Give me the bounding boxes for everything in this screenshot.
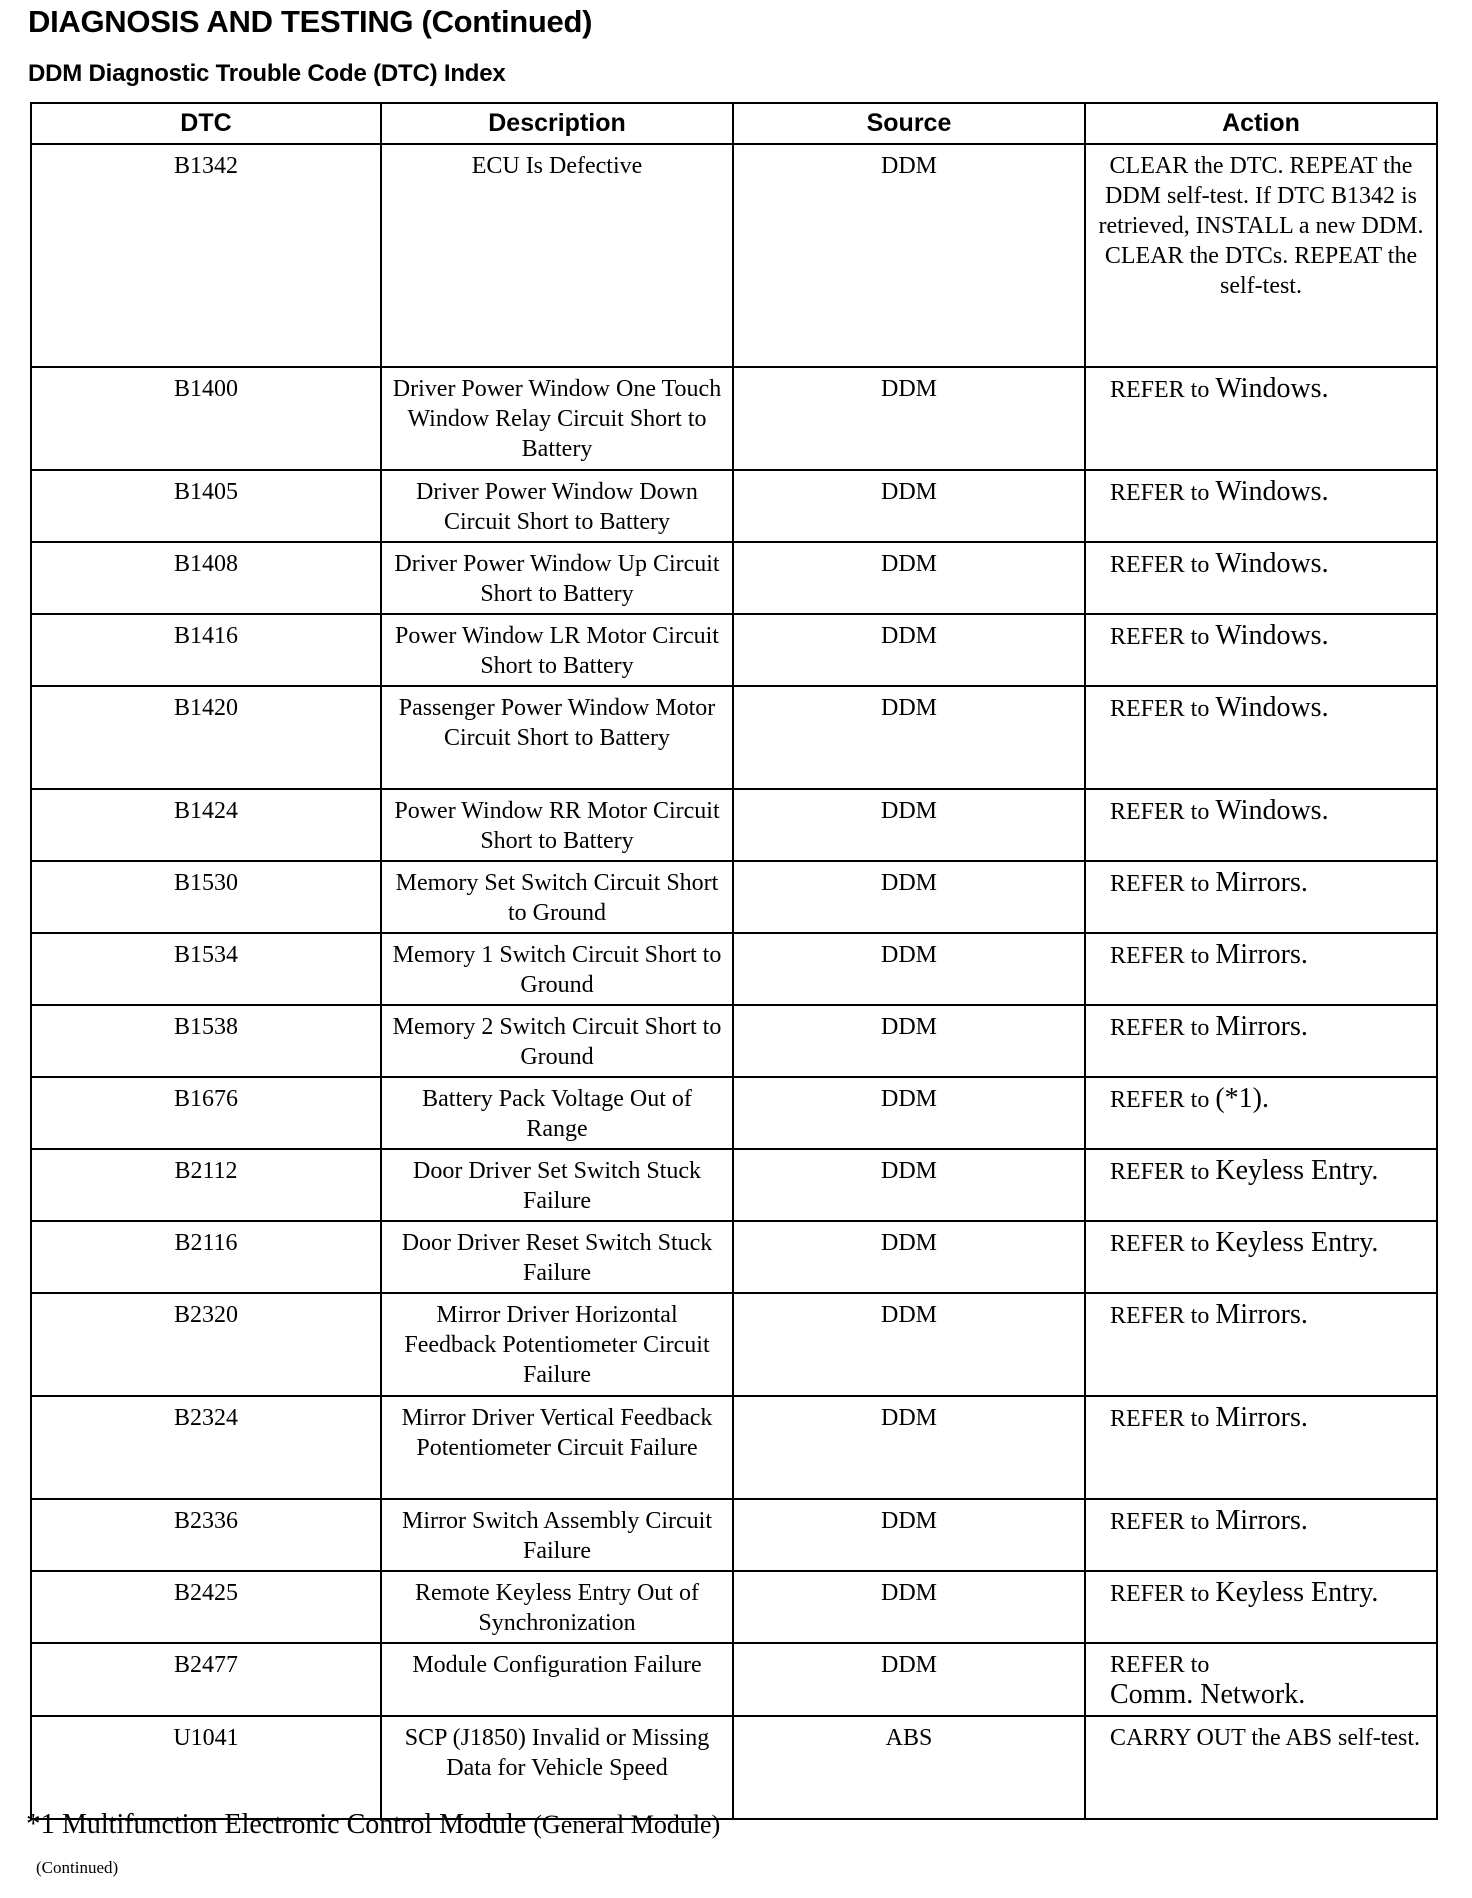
dtc-description: Door Driver Set Switch Stuck Failure — [381, 1149, 733, 1221]
dtc-code: B2477 — [31, 1643, 381, 1716]
header-dtc: DTC — [31, 103, 381, 144]
dtc-description: Memory Set Switch Circuit Short to Ground — [381, 861, 733, 933]
dtc-action — [1085, 861, 1437, 933]
refer-label: REFER to — [1110, 1231, 1210, 1257]
refer-target: (*1). — [1215, 1083, 1270, 1114]
dtc-action: CLEAR the DTC. REPEAT the DDM self-test. If DTC B1342 is retrieved, INSTALL a new DDM. CLEAR the DTCs. REPEAT the self-test. — [1085, 144, 1437, 367]
table-caption: DDM Diagnostic Trouble Code (DTC) Index — [28, 60, 506, 87]
refer-target: Windows. — [1215, 620, 1329, 651]
dtc-description: Driver Power Window Up Circuit Short to Battery — [381, 542, 733, 614]
dtc-description: ECU Is Defective — [381, 144, 733, 367]
refer-target: Mirrors. — [1215, 1402, 1308, 1433]
dtc-action — [1085, 367, 1437, 470]
dtc-source: DDM — [733, 1005, 1085, 1077]
dtc-description: Module Configuration Failure — [381, 1643, 733, 1716]
dtc-code: B1538 — [31, 1005, 381, 1077]
table-row — [31, 933, 1437, 1005]
refer-target: Mirrors. — [1215, 1505, 1308, 1536]
dtc-action — [1085, 1221, 1437, 1293]
dtc-source: DDM — [733, 1149, 1085, 1221]
table-header-row — [31, 103, 1437, 144]
dtc-source: DDM — [733, 789, 1085, 861]
table-row — [31, 1221, 1437, 1293]
dtc-description: Driver Power Window Down Circuit Short to Battery — [381, 470, 733, 542]
header-action: Action — [1085, 103, 1437, 144]
refer-target: Keyless Entry. — [1215, 1155, 1379, 1186]
dtc-source: DDM — [733, 1293, 1085, 1396]
refer-label: REFER to — [1110, 480, 1210, 506]
dtc-action — [1085, 1499, 1437, 1571]
footnote-text: Multifunction Electronic Control Module — [62, 1809, 527, 1840]
dtc-code: B1408 — [31, 542, 381, 614]
dtc-description: Driver Power Window One Touch Window Relay Circuit Short to Battery — [381, 367, 733, 470]
refer-target: Windows. — [1215, 692, 1329, 723]
dtc-code: B1534 — [31, 933, 381, 1005]
dtc-description: Memory 1 Switch Circuit Short to Ground — [381, 933, 733, 1005]
dtc-source: DDM — [733, 144, 1085, 367]
dtc-action — [1085, 542, 1437, 614]
dtc-source: DDM — [733, 686, 1085, 789]
dtc-description: Door Driver Reset Switch Stuck Failure — [381, 1221, 733, 1293]
refer-label: REFER to — [1110, 377, 1210, 403]
dtc-index-table — [30, 102, 1438, 1820]
table-row — [31, 367, 1437, 470]
dtc-source: DDM — [733, 1499, 1085, 1571]
dtc-code: B2320 — [31, 1293, 381, 1396]
refer-target: Comm. Network. — [1110, 1679, 1306, 1710]
dtc-source: DDM — [733, 1571, 1085, 1643]
table-row — [31, 1571, 1437, 1643]
refer-target: Windows. — [1215, 795, 1329, 826]
dtc-description: Mirror Switch Assembly Circuit Failure — [381, 1499, 733, 1571]
dtc-source: DDM — [733, 1221, 1085, 1293]
dtc-code: B2324 — [31, 1396, 381, 1499]
dtc-action: CARRY OUT the ABS self-test. — [1085, 1716, 1437, 1819]
dtc-source: DDM — [733, 933, 1085, 1005]
dtc-description: Memory 2 Switch Circuit Short to Ground — [381, 1005, 733, 1077]
dtc-action — [1085, 1005, 1437, 1077]
dtc-description: Mirror Driver Horizontal Feedback Potentiometer Circuit Failure — [381, 1293, 733, 1396]
refer-target: Mirrors. — [1215, 1011, 1308, 1042]
refer-label: REFER to — [1110, 624, 1210, 650]
refer-label: REFER to — [1110, 1406, 1210, 1432]
dtc-action — [1085, 1077, 1437, 1149]
table-row — [31, 144, 1437, 367]
dtc-code: B2336 — [31, 1499, 381, 1571]
dtc-code: B1530 — [31, 861, 381, 933]
dtc-source: DDM — [733, 367, 1085, 470]
dtc-action — [1085, 1293, 1437, 1396]
table-row — [31, 789, 1437, 861]
dtc-source: ABS — [733, 1716, 1085, 1819]
refer-target: Mirrors. — [1215, 1299, 1308, 1330]
refer-label: REFER to — [1110, 1581, 1210, 1607]
dtc-code: B1416 — [31, 614, 381, 686]
refer-target: Windows. — [1215, 548, 1329, 579]
dtc-code: B2116 — [31, 1221, 381, 1293]
header-source: Source — [733, 103, 1085, 144]
dtc-code: B1342 — [31, 144, 381, 367]
table-row — [31, 542, 1437, 614]
dtc-code: B1424 — [31, 789, 381, 861]
dtc-source: DDM — [733, 542, 1085, 614]
footnote-marker: *1 — [26, 1808, 55, 1840]
refer-target: Keyless Entry. — [1215, 1227, 1379, 1258]
dtc-description: Power Window RR Motor Circuit Short to Battery — [381, 789, 733, 861]
dtc-description: Battery Pack Voltage Out of Range — [381, 1077, 733, 1149]
refer-target: Windows. — [1215, 476, 1329, 507]
dtc-source: DDM — [733, 861, 1085, 933]
refer-target: Windows. — [1215, 373, 1329, 404]
dtc-source: DDM — [733, 1643, 1085, 1716]
dtc-action — [1085, 1571, 1437, 1643]
dtc-description: Mirror Driver Vertical Feedback Potentiometer Circuit Failure — [381, 1396, 733, 1499]
refer-label: REFER to — [1110, 552, 1210, 578]
continued-label: (Continued) — [36, 1858, 119, 1877]
refer-label: REFER to — [1110, 1652, 1210, 1678]
refer-label: REFER to — [1110, 1159, 1210, 1185]
dtc-action — [1085, 614, 1437, 686]
dtc-action — [1085, 686, 1437, 789]
refer-label: REFER to — [1110, 799, 1210, 825]
table-row — [31, 1077, 1437, 1149]
dtc-source: DDM — [733, 1077, 1085, 1149]
footnote — [26, 1808, 720, 1841]
table-row — [31, 1643, 1437, 1716]
dtc-action — [1085, 933, 1437, 1005]
refer-target: Keyless Entry. — [1215, 1577, 1379, 1608]
dtc-code: B1405 — [31, 470, 381, 542]
dtc-source: DDM — [733, 614, 1085, 686]
refer-target: Mirrors. — [1215, 867, 1308, 898]
dtc-action — [1085, 470, 1437, 542]
dtc-action — [1085, 1643, 1437, 1716]
refer-label: REFER to — [1110, 1015, 1210, 1041]
dtc-code: U1041 — [31, 1716, 381, 1819]
dtc-code: B2425 — [31, 1571, 381, 1643]
dtc-description: Passenger Power Window Motor Circuit Short to Battery — [381, 686, 733, 789]
table-row — [31, 1716, 1437, 1819]
refer-label: REFER to — [1110, 1509, 1210, 1535]
table-row — [31, 1005, 1437, 1077]
refer-label: REFER to — [1110, 696, 1210, 722]
dtc-code: B1400 — [31, 367, 381, 470]
dtc-description: Remote Keyless Entry Out of Synchronization — [381, 1571, 733, 1643]
table-row — [31, 686, 1437, 789]
footnote-paren: (General Module) — [533, 1810, 721, 1839]
table-row — [31, 614, 1437, 686]
table-row — [31, 1396, 1437, 1499]
refer-label: REFER to — [1110, 871, 1210, 897]
dtc-code: B2112 — [31, 1149, 381, 1221]
table-row — [31, 1293, 1437, 1396]
dtc-description: SCP (J1850) Invalid or Missing Data for Vehicle Speed — [381, 1716, 733, 1819]
dtc-action — [1085, 1149, 1437, 1221]
refer-label: REFER to — [1110, 1087, 1210, 1113]
header-description: Description — [381, 103, 733, 144]
dtc-code: B1420 — [31, 686, 381, 789]
refer-target: Mirrors. — [1215, 939, 1308, 970]
table-row — [31, 1499, 1437, 1571]
table-row — [31, 1149, 1437, 1221]
page-title: DIAGNOSIS AND TESTING (Continued) — [28, 4, 593, 39]
refer-label: REFER to — [1110, 1303, 1210, 1329]
table-row — [31, 470, 1437, 542]
dtc-source: DDM — [733, 470, 1085, 542]
refer-label: REFER to — [1110, 943, 1210, 969]
table-row — [31, 861, 1437, 933]
dtc-action — [1085, 1396, 1437, 1499]
dtc-action — [1085, 789, 1437, 861]
dtc-description: Power Window LR Motor Circuit Short to Battery — [381, 614, 733, 686]
dtc-source: DDM — [733, 1396, 1085, 1499]
dtc-code: B1676 — [31, 1077, 381, 1149]
